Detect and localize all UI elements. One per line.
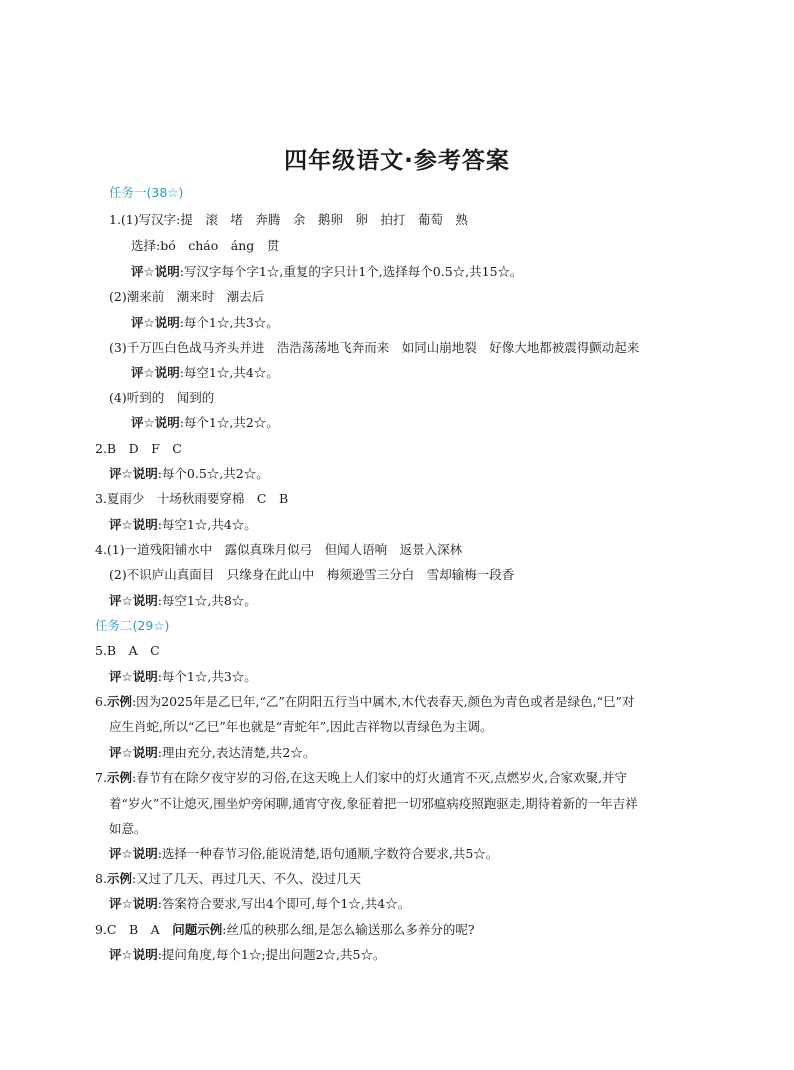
q1-line2: 选择:bó cháo áng 贯 xyxy=(131,238,280,253)
eval-label: 评☆说明 xyxy=(109,593,158,608)
q8-eval xyxy=(109,895,410,913)
q6-line1 xyxy=(95,693,634,711)
q1-line4: (3)千万匹白色战马齐头并进 浩浩荡荡地飞奔而来 如同山崩地裂 好像大地都被震得颤动起来 xyxy=(109,340,640,355)
q3-line1: 3.夏雨少 十场秋雨要穿棉 C B xyxy=(95,491,289,506)
q6-number: 6. xyxy=(95,694,107,709)
eval-text: :答案符合要求,写出4个即可,每个1☆,共4☆。 xyxy=(157,896,411,911)
q8-number: 8. xyxy=(95,871,107,886)
q1-eval1 xyxy=(131,263,523,281)
q5-line1: 5.B A C xyxy=(95,643,160,658)
eval-text: :写汉字每个字1☆,重复的字只计1个,选择每个0.5☆,共15☆。 xyxy=(179,264,523,279)
eval-text: :每个1☆,共3☆。 xyxy=(179,315,279,330)
eval-text: :选择一种春节习俗,能说清楚,语句通顺,字数符合要求,共5☆。 xyxy=(157,846,499,861)
eval-text: :提问角度,每个1☆;提出问题2☆,共5☆。 xyxy=(157,947,386,962)
q7-line2: 着“岁火”不让熄灭,围坐炉旁闲聊,通宵守夜,象征着把一切邪瘟病疫照跑驱走,期待着新的一年吉祥 xyxy=(109,796,638,811)
q8-line1 xyxy=(95,870,361,888)
q7-line1 xyxy=(95,769,627,787)
q7-number: 7. xyxy=(95,770,107,785)
eval-text: :每空1☆,共8☆。 xyxy=(157,593,257,608)
eval-label: 评☆说明 xyxy=(131,415,180,430)
q3-eval xyxy=(109,516,257,534)
q1-eval2 xyxy=(131,314,279,332)
q9-eval xyxy=(109,946,385,964)
eval-text: :每个1☆,共3☆。 xyxy=(157,669,257,684)
q4-eval xyxy=(109,592,257,610)
example-label: 示例 xyxy=(106,770,132,785)
q6-text1: :因为2025年是乙巳年,“乙”在阴阳五行当中属木,木代表春天,颜色为青色或者是绿色,“巳”对 xyxy=(131,694,635,709)
eval-label: 评☆说明 xyxy=(109,517,158,532)
eval-label: 评☆说明 xyxy=(109,669,158,684)
eval-label: 评☆说明 xyxy=(109,466,158,481)
q9-text1: :丝瓜的秧那么细,是怎么输送那么多养分的呢? xyxy=(222,922,475,937)
q1-eval3 xyxy=(131,364,279,382)
eval-label: 评☆说明 xyxy=(109,745,158,760)
section-heading-task1: 任务一(38☆) xyxy=(109,185,184,200)
q6-line2: 应生肖蛇,所以“乙巳”年也就是“青蛇年”,因此吉祥物以青绿色为主调。 xyxy=(109,719,493,734)
eval-label: 评☆说明 xyxy=(131,264,180,279)
eval-label: 评☆说明 xyxy=(131,315,180,330)
q1-line5: (4)听到的 闻到的 xyxy=(109,390,215,405)
q4-line2: (2)不识庐山真面目 只缘身在此山中 梅须逊雪三分白 雪却输梅一段香 xyxy=(109,567,515,582)
q2-line1: 2.B D F C xyxy=(95,441,182,456)
q8-text1: :又过了几天、再过几天、不久、没过几天 xyxy=(131,871,362,886)
eval-text: :理由充分,表达清楚,共2☆。 xyxy=(157,745,316,760)
q9-answers: 9.C B A xyxy=(95,922,173,937)
q5-eval xyxy=(109,668,257,686)
eval-label: 评☆说明 xyxy=(109,846,158,861)
q1-line1: 1.(1)写汉字:提 滚 堵 奔腾 余 鹅卵 卵 拍打 葡萄 熟 xyxy=(109,212,468,227)
eval-text: :每个1☆,共2☆。 xyxy=(179,415,279,430)
example-label: 示例 xyxy=(106,871,132,886)
q2-eval xyxy=(109,465,269,483)
eval-label: 评☆说明 xyxy=(131,365,180,380)
q1-line3: (2)潮来前 潮来时 潮去后 xyxy=(109,289,265,304)
q9-line1 xyxy=(95,921,475,939)
q7-eval xyxy=(109,845,498,863)
page-title: 四年级语文·参考答案 xyxy=(284,148,510,174)
q7-line3: 如意。 xyxy=(109,821,147,836)
eval-text: :每空1☆,共4☆。 xyxy=(157,517,257,532)
eval-label: 评☆说明 xyxy=(109,947,158,962)
section-heading-task2: 任务二(29☆) xyxy=(95,618,170,633)
q7-text1: :春节有在除夕夜守岁的习俗,在这天晚上人们家中的灯火通宵不灭,点燃岁火,合家欢聚,并守 xyxy=(131,770,628,785)
q1-eval4 xyxy=(131,414,279,432)
eval-text: :每空1☆,共4☆。 xyxy=(179,365,279,380)
eval-text: :每个0.5☆,共2☆。 xyxy=(157,466,269,481)
q6-eval xyxy=(109,744,315,762)
eval-label: 评☆说明 xyxy=(109,896,158,911)
question-example-label: 问题示例 xyxy=(172,922,223,937)
example-label: 示例 xyxy=(106,694,132,709)
q4-line1: 4.(1)一道残阳铺水中 露似真珠月似弓 但闻人语响 返景入深林 xyxy=(95,542,463,557)
